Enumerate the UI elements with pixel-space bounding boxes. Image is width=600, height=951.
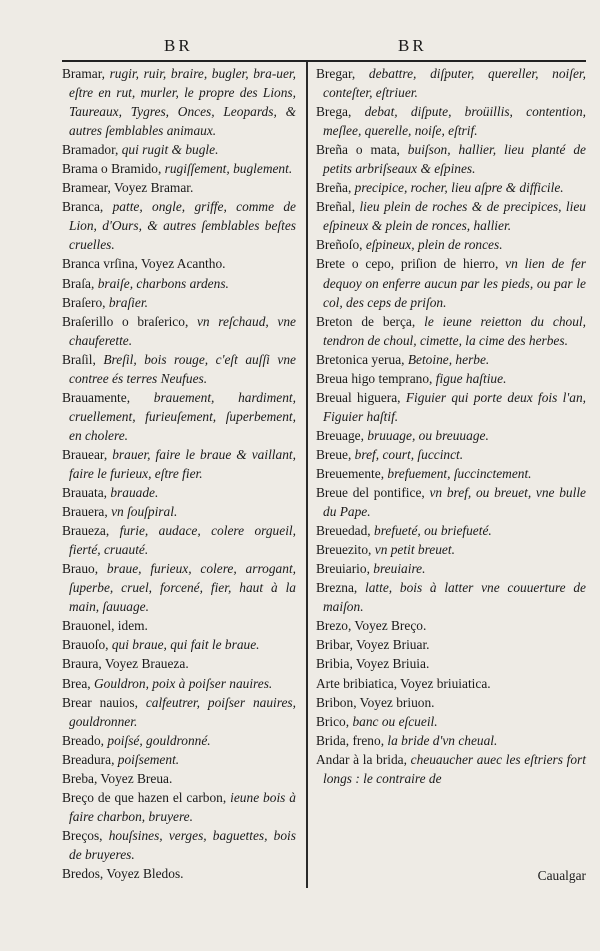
dictionary-entry <box>62 502 296 521</box>
entry-headword: Braſil, <box>62 351 104 367</box>
entry-headword: Breuedad, <box>316 523 375 539</box>
dictionary-entry <box>62 178 296 197</box>
dictionary-entry <box>316 197 586 235</box>
dictionary-entry <box>316 712 586 731</box>
entry-definition: rugir, ruir, braire, bugler, bra-uer, eſtre en rut, murler, le propre des Lions, Taureaux, Tygres, Onces, Leopards, & autres ſemblables animaux. <box>69 66 297 139</box>
entry-headword: Brezo, Voyez Breço. <box>316 618 427 634</box>
entry-headword: Bramar, <box>62 66 110 81</box>
entry-definition: poiſsement. <box>117 751 180 767</box>
entry-headword: Bretonica yerua, <box>316 351 408 367</box>
dictionary-entry <box>62 521 296 559</box>
entry-definition: brauade. <box>110 485 159 501</box>
entry-definition: buiſson, hallier, lieu planté de petits arbriſseaux & eſpines. <box>323 142 586 177</box>
entry-definition: le ieune reietton du choul, tendron de choul, cimette, la cime des herbes. <box>323 313 586 348</box>
entry-headword: Breuage, <box>316 427 368 443</box>
dictionary-entry <box>62 559 296 616</box>
entry-headword: Brauear, <box>62 446 113 462</box>
entry-headword: Breua higo temprano, <box>316 370 436 386</box>
dictionary-entry <box>316 350 586 369</box>
dictionary-entry <box>316 426 586 445</box>
dictionary-entry <box>62 826 296 864</box>
dictionary-entry <box>316 578 586 616</box>
entry-definition: Figuier qui porte deux fois l'an, Figuier haſtif. <box>323 389 586 424</box>
entry-definition: vn ſouſpiral. <box>111 504 178 520</box>
entry-definition: poiſsé, gouldronné. <box>107 732 211 748</box>
entry-definition: rugiſſement, buglement. <box>164 161 293 177</box>
entry-headword: Breue del pontifice, <box>316 485 430 501</box>
entry-headword: Brauata, <box>62 485 111 501</box>
entry-headword: Braſerillo o braſerico, <box>62 313 197 329</box>
entry-headword: Branca, <box>62 199 113 215</box>
entry-headword: Brear nauios, <box>62 694 146 710</box>
dictionary-entry <box>62 254 296 273</box>
entry-definition: calfeutrer, poiſser nauires, gouldronner. <box>69 694 296 729</box>
dictionary-entry <box>316 483 586 521</box>
dictionary-entry <box>62 788 296 826</box>
dictionary-entry <box>316 140 586 178</box>
entry-headword: Andar à la brida, <box>316 751 411 767</box>
entry-definition: brefueté, ou briefueté. <box>374 523 492 539</box>
entry-headword: Breço de que hazen el carbon, <box>62 789 231 805</box>
entry-definition: banc ou eſcueil. <box>352 713 438 729</box>
entry-definition: debat, diſpute, broüillis, contention, meſlee, querelle, noiſe, eſtrif. <box>323 104 587 139</box>
entry-headword: Breadura, <box>62 751 118 767</box>
dictionary-entry <box>62 388 296 445</box>
left-column <box>62 64 296 883</box>
entry-definition: eſpineux, plein de ronces. <box>365 237 503 253</box>
dictionary-entry <box>62 312 296 350</box>
entry-headword: Breuezito, <box>316 542 375 558</box>
entry-headword: Bribar, Voyez Briuar. <box>316 637 430 653</box>
entry-headword: Braura, Voyez Braueza. <box>62 656 189 672</box>
entry-headword: Brauo, <box>62 561 107 577</box>
dictionary-entry <box>62 483 296 502</box>
dictionary-entry <box>316 750 586 788</box>
entry-headword: Arte bribiatica, Voyez briuiatica. <box>316 675 491 691</box>
dictionary-entry <box>62 293 296 312</box>
entry-definition: brefuement, ſuccinctement. <box>387 465 532 481</box>
entry-definition: braiſe, charbons ardens. <box>97 275 229 291</box>
entry-headword: Brama o Bramido, <box>62 161 165 177</box>
dictionary-entry <box>316 235 586 254</box>
entry-definition: debattre, diſputer, quereller, noiſer, conteſter, eſtriuer. <box>323 66 586 101</box>
dictionary-entry <box>62 731 296 750</box>
dictionary-entry <box>62 159 296 178</box>
running-header <box>62 30 586 62</box>
dictionary-entry <box>62 197 296 254</box>
entry-definition: vn bref, ou breuet, vne bulle du Pape. <box>323 485 586 520</box>
dictionary-entry <box>62 64 296 140</box>
entry-headword: Brauonel, idem. <box>62 618 148 634</box>
dictionary-entry <box>316 616 586 635</box>
entry-definition: Breſil, bois rouge, c'eſt auſſi vne contree és terres Neufues. <box>69 351 296 386</box>
dictionary-entry <box>316 674 586 693</box>
dictionary-entry <box>62 769 296 788</box>
entry-headword: Brauamente, <box>62 389 154 405</box>
entry-headword: Breuiario, <box>316 561 374 577</box>
entry-headword: Brida, freno, <box>316 732 388 748</box>
entry-headword: Bramador, <box>62 142 122 158</box>
dictionary-entry <box>62 654 296 673</box>
column-divider <box>306 62 308 888</box>
entry-definition: lieu plein de roches & de precipices, lieu eſpineux & plein de ronces, hallier. <box>323 199 587 234</box>
entry-definition: bref, court, ſuccinct. <box>354 446 464 462</box>
entry-headword: Braueza, <box>62 523 120 539</box>
entry-definition: patte, ongle, griffe, comme de Lion, d'Ours, & autres ſemblables beſtes cruelles. <box>69 199 296 253</box>
entry-headword: Breado, <box>62 732 108 748</box>
dictionary-entry <box>62 674 296 693</box>
dictionary-entry <box>62 864 296 883</box>
dictionary-entry <box>62 445 296 483</box>
dictionary-entry <box>316 731 586 750</box>
entry-definition: braſier. <box>108 294 148 310</box>
entry-definition: qui braue, qui fait le braue. <box>111 637 260 653</box>
entry-definition: latte, bois à latter vne couuerture de maiſon. <box>323 580 586 615</box>
entry-definition: Gouldron, poix à poiſser nauires. <box>93 675 273 691</box>
entry-headword: Breñoſo, <box>316 237 366 253</box>
dictionary-entry <box>62 635 296 654</box>
dictionary-entry <box>316 521 586 540</box>
entry-headword: Breña o mata, <box>316 142 408 158</box>
entry-headword: Braſero, <box>62 294 109 310</box>
entry-headword: Braſa, <box>62 275 98 291</box>
dictionary-entry <box>316 369 586 388</box>
entry-definition: breuiaire. <box>373 561 426 577</box>
entry-headword: Breña, <box>316 180 355 196</box>
dictionary-entry <box>316 693 586 712</box>
entry-headword: Branca vrſina, Voyez Acantho. <box>62 256 226 272</box>
dictionary-entry <box>62 750 296 769</box>
dictionary-entry <box>316 635 586 654</box>
entry-definition: houſsines, verges, baguettes, bois de bruyeres. <box>69 827 296 862</box>
entry-definition: figue haſtiue. <box>435 370 507 386</box>
entry-definition: vn lien de fer dequoy on enferre aucun par les pieds, ou par le col, des ceps de priſon. <box>323 256 586 310</box>
dictionary-entry <box>316 559 586 578</box>
entry-headword: Brea, <box>62 675 94 691</box>
dictionary-entry <box>316 64 586 102</box>
dictionary-entry <box>62 693 296 731</box>
entry-definition: vn reſchaud, vne chauferette. <box>69 313 296 348</box>
entry-definition: la bride d'vn cheual. <box>387 732 498 748</box>
header-right: BR <box>398 36 427 55</box>
entry-definition: brauement, hardiment, cruellement, furieuſement, ſuperbement, en cholere. <box>69 389 296 443</box>
entry-headword: Bribon, Voyez briuon. <box>316 694 435 710</box>
dictionary-entry <box>316 254 586 311</box>
catchword: Caualgar <box>537 868 586 883</box>
entry-headword: Bramear, Voyez Bramar. <box>62 180 194 196</box>
entry-headword: Breuemente, <box>316 465 388 481</box>
entry-headword: Brete o cepo, priſion de hierro, <box>316 256 506 272</box>
dictionary-entry <box>316 654 586 673</box>
dictionary-entry <box>62 274 296 293</box>
entry-definition: vn petit breuet. <box>374 542 455 558</box>
entry-headword: Bredos, Voyez Bledos. <box>62 865 184 881</box>
entry-headword: Brezna, <box>316 580 365 596</box>
dictionary-entry <box>62 350 296 388</box>
dictionary-entry <box>62 616 296 635</box>
dictionary-entry <box>316 540 586 559</box>
entry-definition: furie, audace, colere orgueil, fierté, cruauté. <box>69 523 296 558</box>
entry-definition: ieune bois à faire charbon, bruyere. <box>69 789 296 824</box>
entry-headword: Breue, <box>316 446 355 462</box>
header-left: BR <box>164 36 193 55</box>
dictionary-entry <box>316 312 586 350</box>
dictionary-entry <box>62 140 296 159</box>
dictionary-entry <box>316 445 586 464</box>
entry-headword: Brico, <box>316 713 353 729</box>
entry-definition: braue, furieux, colere, arrogant, ſuperbe, cruel, forcené, fier, haut à la main, ſauuage. <box>69 561 297 615</box>
entry-headword: Breços, <box>62 827 109 843</box>
dictionary-entry <box>316 102 586 140</box>
entry-definition: qui rugit & bugle. <box>121 142 219 158</box>
entry-headword: Bregar, <box>316 66 369 81</box>
entry-headword: Breba, Voyez Breua. <box>62 770 173 786</box>
dictionary-entry <box>316 178 586 197</box>
entry-definition: precipice, rocher, lieu aſpre & difficile. <box>354 180 564 196</box>
entry-headword: Bribia, Voyez Briuia. <box>316 656 430 672</box>
entry-headword: Brauera, <box>62 504 112 520</box>
entry-headword: Breñal, <box>316 199 360 215</box>
entry-headword: Breton de berça, <box>316 313 425 329</box>
entry-headword: Breual higuera, <box>316 389 406 405</box>
entry-definition: brauer, faire le braue & vaillant, faire le furieux, eſtre fier. <box>69 446 296 481</box>
entry-definition: bruuage, ou breuuage. <box>367 427 489 443</box>
right-column <box>316 64 586 788</box>
entry-definition: Betoine, herbe. <box>407 351 490 367</box>
entry-headword: Brega, <box>316 104 365 120</box>
dictionary-entry <box>316 388 586 426</box>
entry-definition: cheuaucher auec les eſtriers fort longs : le contraire de <box>323 751 586 786</box>
dictionary-entry <box>316 464 586 483</box>
entry-headword: Brauoſo, <box>62 637 112 653</box>
